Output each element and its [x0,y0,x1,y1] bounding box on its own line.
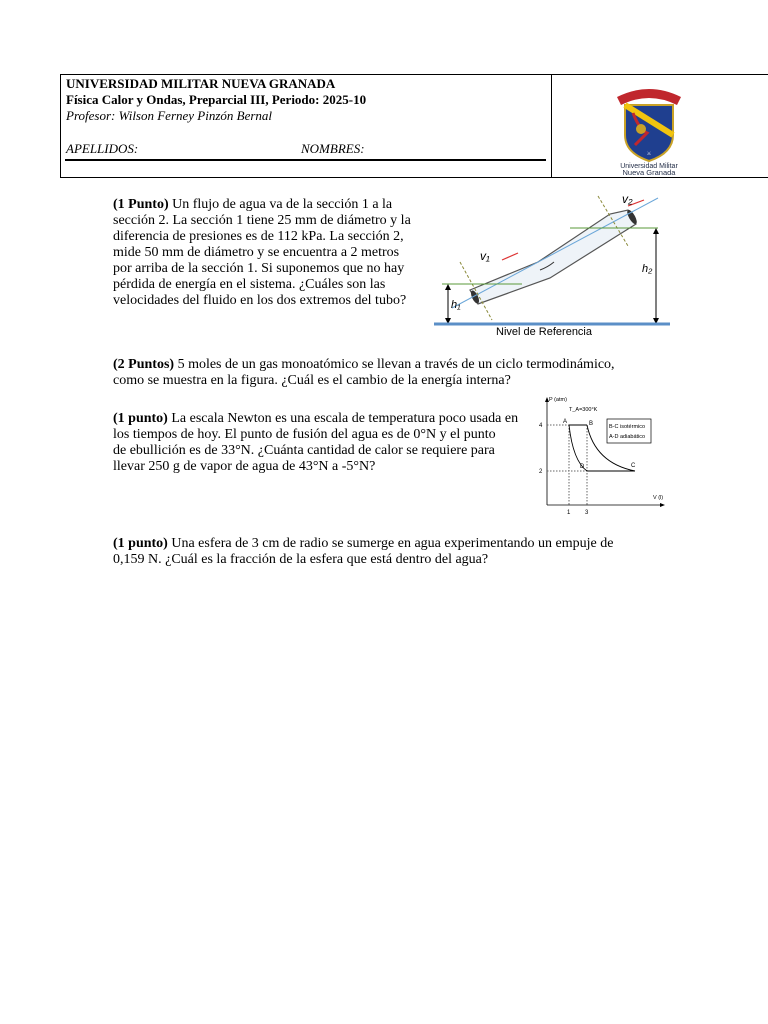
course-title: Física Calor y Ondas, Preparcial III, Periodo: 2025-10 [66,92,367,107]
q3-points: (1 punto) [113,411,168,426]
q1-line-2: diferencia de presiones es de 112 kPa. La sección 2, [113,229,404,244]
university-logo [603,83,695,175]
q3-line-1: los tiempos de hoy. El punto de fusión del agua es de 0°N y el punto [113,427,496,442]
svg-text:⚔: ⚔ [646,151,652,157]
y-tick-4: 4 [539,423,543,429]
q1-points: (1 Punto) [113,197,169,212]
logo-line2: Nueva Granada [622,168,676,175]
q1-line-5: pérdida de energía en el sistema. ¿Cuáles son las [113,277,386,292]
question-3 [113,411,541,475]
point-c: C [631,463,636,469]
name-underline [65,159,546,161]
q2-line2: como se muestra en la figura. ¿Cuál es el cambio de la energía interna? [113,373,511,388]
apellidos-label: APELLIDOS: [66,141,139,156]
x-tick-3: 3 [585,510,589,516]
h1-label: h₁ [451,299,461,311]
reference-label: Nivel de Referencia [496,326,592,338]
q4-points: (1 punto) [113,536,168,551]
q1-line-3: mide 50 mm de diámetro y se encuentra a 2 metros [113,245,400,260]
y-tick-2: 2 [539,469,543,475]
q3-line-0: La escala Newton es una escala de temperatura poco usada en [167,411,519,426]
point-b: B [589,421,594,427]
q2-line1: 5 moles de un gas monoatómico se llevan a través de un ciclo termodinámico, [174,357,615,372]
p-axis-label: P (atm) [549,397,567,403]
q3-line-2: de ebullición es de 33°N. ¿Cuánta cantidad de calor se requiere para [113,443,495,458]
q3-line-3: llevar 250 g de vapor de agua de 43°N a -5°N? [113,459,376,474]
university-name: UNIVERSIDAD MILITAR NUEVA GRANADA [66,76,336,91]
nombres-label: NOMBRES: [301,141,365,156]
q4-line2: 0,159 N. ¿Cuál es la fracción de la esfera que está dentro del agua? [113,552,489,567]
point-a: A [563,419,568,425]
q1-line-0: Un flujo de agua va de la sección 1 a la [168,197,393,212]
q1-line-1: sección 2. La sección 1 tiene 25 mm de diámetro y la [113,213,411,228]
q4-line1: Una esfera de 3 cm de radio se sumerge en agua experimentando un empuje de [167,536,614,551]
legend-adiabatic: A-D adiabático [609,434,646,440]
legend-isothermal: B-C isotérmico [609,424,646,430]
question-2 [113,357,673,389]
x-tick-1: 1 [567,510,571,516]
v2-label: v₂ [622,192,633,206]
question-1 [113,197,435,309]
h2-label: h₂ [642,263,653,275]
temperature-label: T_A=300°K [569,407,598,413]
professor-name: Profesor: Wilson Ferney Pinzón Bernal [66,108,273,123]
v-axis-label: V (l) [653,495,664,501]
pipe-figure [430,190,675,340]
v1-label: v₁ [480,249,490,263]
point-d: D [580,464,585,470]
header-info [61,75,552,177]
q1-line-4: por arriba de la sección 1. Si suponemos que no hay [113,261,405,276]
logo-line1: Universidad Militar [620,163,678,170]
q1-line-6: velocidades del fluido en los dos extremos del tubo? [113,293,407,308]
pv-diagram [535,393,670,518]
exam-header [60,74,768,178]
q2-points: (2 Puntos) [113,357,175,372]
question-4 [113,536,673,568]
header-logo-cell [551,75,768,177]
